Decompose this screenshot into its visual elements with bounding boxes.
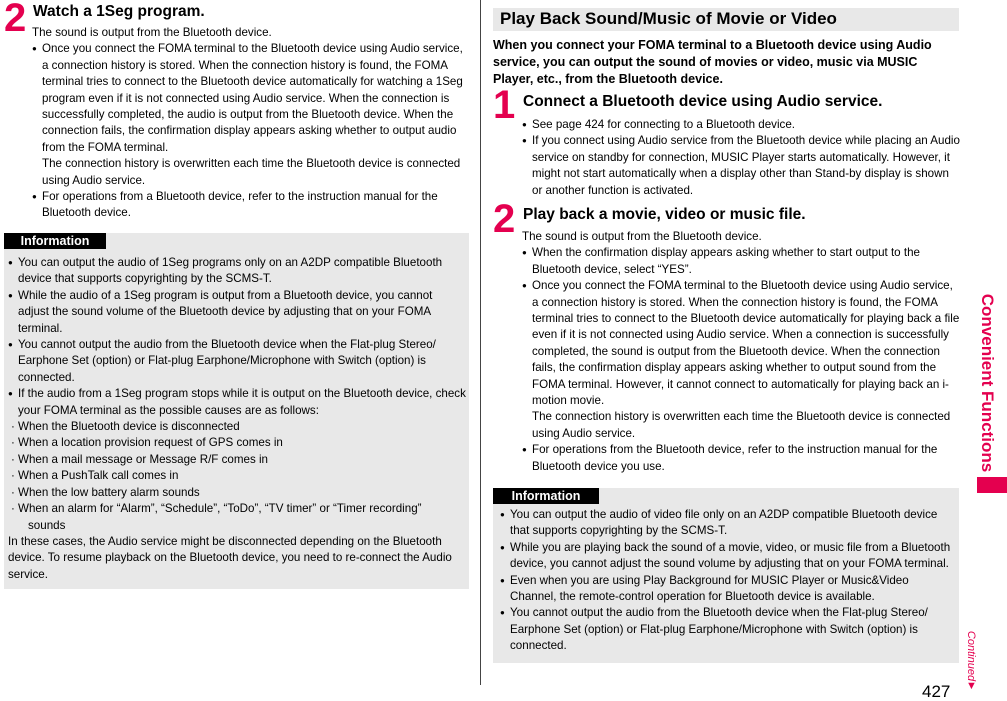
- information-content: [500, 507, 956, 655]
- list-item: ● If the audio from a 1Seg program stops while it is output on the Bluetooth device, check your FOMA terminal as the possible causes are as follows:: [8, 386, 466, 419]
- continued-label: Continued: [965, 630, 977, 682]
- step-title: Connect a Bluetooth device using Audio service.: [523, 93, 883, 110]
- cause-item: · When the Bluetooth device is disconnected: [8, 419, 466, 435]
- page-number: 427: [922, 682, 951, 701]
- step-title: Play back a movie, video or music file.: [523, 206, 806, 223]
- section-title: Play Back Sound/Music of Movie or Video: [493, 8, 959, 31]
- list-item: ● You can output the audio of video file only on an A2DP compatible Bluetooth device that supports copyrighting by the SCMS-T.: [500, 507, 956, 540]
- information-box: [493, 488, 959, 663]
- step-body: [522, 117, 960, 199]
- step-title: Watch a 1Seg program.: [33, 3, 205, 20]
- list-item: ● You cannot output the audio from the Bluetooth device when the Flat-plug Stereo/ Earphone Set (option) or Flat-plug Earphone/Microphone with Switch (option) is connected.: [8, 337, 466, 386]
- cause-item: · When a location provision request of GPS comes in: [8, 435, 466, 451]
- list-item: ● While the audio of a 1Seg program is output from a Bluetooth device, you cannot adjust the sound volume of the Bluetooth device by adjusting that on your FOMA terminal.: [8, 288, 466, 337]
- list-item: ● You can output the audio of 1Seg programs only on an A2DP compatible Bluetooth device that supports copyrighting by the SCMS-T.: [8, 255, 466, 288]
- list-item: ● See page 424 for connecting to a Bluetooth device.: [522, 117, 960, 133]
- step-intro: The sound is output from the Bluetooth device.: [522, 230, 762, 243]
- cause-item: · When a mail message or Message R/F comes in: [8, 452, 466, 468]
- information-closing: In these cases, the Audio service might be disconnected depending on the Bluetooth device. To resume playback on the Bluetooth device, you need to re-connect the Audio service.: [8, 534, 452, 581]
- cause-item: · When a PushTalk call comes in: [8, 468, 466, 484]
- step-intro: The sound is output from the Bluetooth device.: [32, 26, 272, 39]
- side-tab-marker: [977, 477, 1007, 493]
- connection-history-note: The connection history is overwritten each time the Bluetooth device is connected using Audio service.: [532, 410, 951, 440]
- continued-arrow-icon: ▼: [966, 680, 977, 692]
- side-tab-label: Convenient Functions: [978, 293, 997, 473]
- step-number: 2: [493, 197, 516, 241]
- information-content: [8, 255, 466, 583]
- section-intro: When you connect your FOMA terminal to a Bluetooth device using Audio service, you can output the sound of movies or video, music via MUSIC Player, etc., from the Bluetooth device.: [493, 38, 932, 86]
- list-item: ● If you connect using Audio service from the Bluetooth device while placing an Audio service on standby for connection, MUSIC Player starts automatically. However, it might not start automatically when a display other than Stand-by display is shown or another function is activated.: [522, 133, 960, 199]
- information-label: Information: [493, 488, 599, 504]
- step-body: [32, 25, 468, 222]
- list-item: ● For operations from a Bluetooth device, refer to the instruction manual for the Bluetooth device.: [32, 189, 468, 222]
- list-item: ● You cannot output the audio from the Bluetooth device when the Flat-plug Stereo/ Earphone Set (option) or Flat-plug Earphone/Microphone with Switch (option) is connected.: [500, 605, 956, 654]
- list-item: ● When the confirmation display appears asking whether to start output to the Bluetooth device, select “YES”.: [522, 245, 960, 278]
- information-label: Information: [4, 233, 106, 249]
- step-number: 1: [493, 83, 516, 127]
- column-divider: [480, 0, 481, 685]
- list-item: ● For operations from the Bluetooth device, refer to the instruction manual for the Bluetooth device you use.: [522, 442, 960, 475]
- connection-history-note: The connection history is overwritten each time the Bluetooth device is connected using Audio service.: [42, 157, 461, 187]
- step-body: [522, 229, 960, 475]
- list-item: ● Even when you are using Play Background for MUSIC Player or Music&Video Channel, the remote-control operation for Bluetooth device is available.: [500, 573, 956, 606]
- cause-item: · When an alarm for “Alarm”, “Schedule”, “ToDo”, “TV timer” or “Timer recording” sounds: [8, 501, 466, 534]
- information-box: [4, 233, 469, 589]
- list-item: ● While you are playing back the sound of a movie, video, or music file from a Bluetooth device, you cannot adjust the sound volume by adjusting that on your FOMA terminal.: [500, 540, 956, 573]
- cause-item: · When the low battery alarm sounds: [8, 485, 466, 501]
- list-item: ● Once you connect the FOMA terminal to the Bluetooth device using Audio service, a connection history is stored. When the connection history is found, the FOMA terminal tries to connect to the Bluetooth device automatically for watching a 1Seg program even if it is not connected using Audio service. When the connection is successfully completed, the audio is output from the Bluetooth device. When the connection fails, the confirmation display appears asking whether to output audio from the FOMA terminal. The connection history is overwritten each time the Bluetooth device is connected using Audio service.: [32, 41, 468, 189]
- list-item: ● Once you connect the FOMA terminal to the Bluetooth device using Audio service, a connection history is stored. When the connection history is found, the FOMA terminal tries to connect to the Bluetooth device automatically for playing back a file even if it is not connected using Audio service. When a connection is successfully completed, the sound is output from the Bluetooth device. When the connection fails, the confirmation display appears asking whether to output sound from the FOMA terminal. However, it cannot connect to automatically for playing back an i-motion movie. The connection history is overwritten each time the Bluetooth device is connected using Audio service.: [522, 278, 960, 442]
- step-number: 2: [4, 0, 27, 40]
